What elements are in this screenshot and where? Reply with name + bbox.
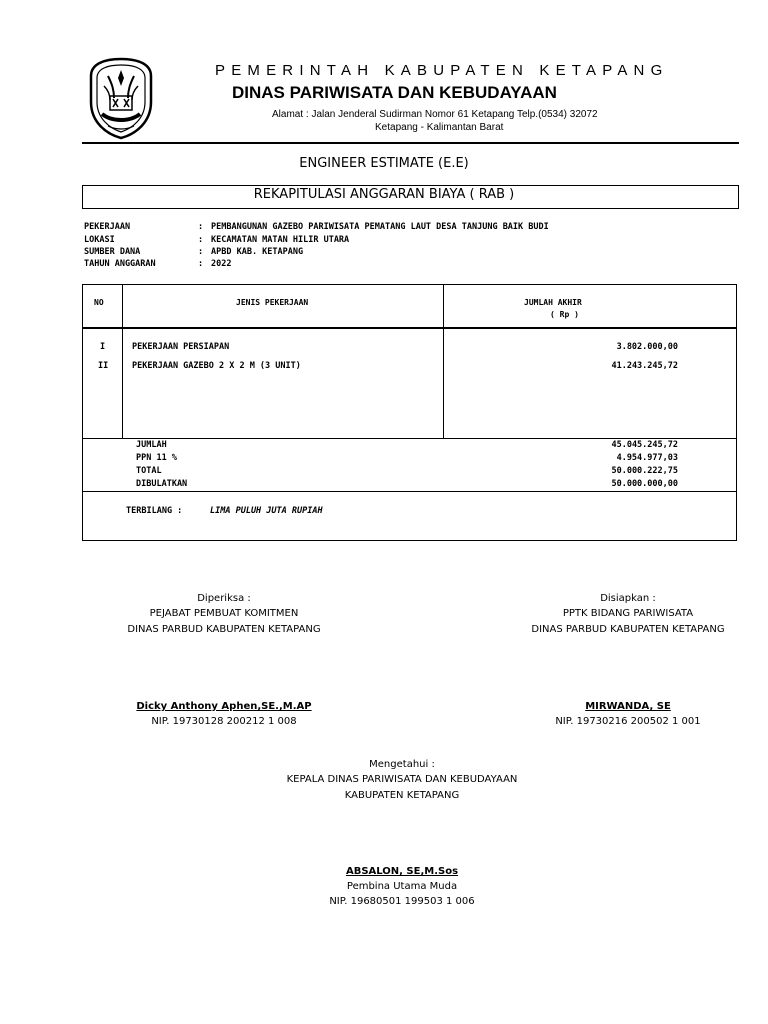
- left-signer-office: DINAS PARBUD KABUPATEN KETAPANG: [127, 624, 321, 635]
- header-divider: [82, 142, 739, 144]
- table-body-divider: [82, 438, 737, 439]
- info-colon: :: [198, 247, 204, 257]
- right-signer-nip: NIP. 19730216 200502 1 001: [555, 716, 701, 727]
- center-signer-name: ABSALON, SE,M.Sos: [345, 866, 459, 877]
- info-colon: :: [198, 235, 204, 245]
- row-number: I: [100, 342, 106, 352]
- column-header-jenis: JENIS PEKERJAAN: [236, 298, 309, 307]
- info-colon: :: [198, 259, 204, 269]
- government-title: PEMERINTAH KABUPATEN KETAPANG: [215, 62, 669, 79]
- address-line-1: Alamat : Jalan Jenderal Sudirman Nomor 61 Ketapang Telp.(0534) 32072: [272, 109, 598, 120]
- document-subtitle: REKAPITULASI ANGGARAN BIAYA ( RAB ): [253, 187, 515, 202]
- row-amount: 41.243.245,72: [611, 361, 678, 371]
- row-amount: 3.802.000,00: [616, 342, 678, 352]
- table-header-divider: [82, 327, 737, 329]
- terbilang-value: LIMA PULUH JUTA RUPIAH: [210, 506, 323, 516]
- left-signer-title: PEJABAT PEMBUAT KOMITMEN: [149, 608, 299, 619]
- rab-table: [82, 284, 737, 541]
- summary-label: TOTAL: [136, 466, 162, 476]
- department-title: DINAS PARIWISATA DAN KEBUDAYAAN: [232, 83, 557, 102]
- summary-value: 50.000.000,00: [611, 479, 678, 489]
- left-signer-nip: NIP. 19730128 200212 1 008: [151, 716, 297, 727]
- info-value: 2022: [211, 259, 232, 269]
- column-header-unit: ( Rp ): [550, 310, 579, 319]
- ketapang-regency-emblem-icon: [88, 56, 154, 140]
- left-signer-role: Diperiksa :: [197, 593, 251, 604]
- row-number: II: [98, 361, 109, 371]
- summary-label: PPN 11 %: [136, 453, 177, 463]
- center-signer-role: Mengetahui :: [369, 759, 435, 770]
- summary-value: 45.045.245,72: [611, 440, 678, 450]
- column-header-no: NO: [94, 298, 104, 307]
- left-signer-name: Dicky Anthony Aphen,SE.,M.AP: [136, 701, 312, 712]
- right-signer-title: PPTK BIDANG PARIWISATA: [562, 608, 694, 619]
- center-signer-rank: Pembina Utama Muda: [346, 881, 458, 892]
- summary-label: JUMLAH: [136, 440, 167, 450]
- terbilang-label: TERBILANG :: [126, 506, 183, 516]
- info-label: LOKASI: [84, 235, 115, 245]
- summary-value: 4.954.977,03: [616, 453, 678, 463]
- info-colon: :: [198, 222, 204, 232]
- document-title: ENGINEER ESTIMATE (E.E): [299, 156, 469, 171]
- address-line-2: Ketapang - Kalimantan Barat: [375, 122, 504, 133]
- summary-value: 50.000.222,75: [611, 466, 678, 476]
- info-label: PEKERJAAN: [84, 222, 131, 232]
- table-column-divider: [443, 284, 444, 438]
- row-description: PEKERJAAN GAZEBO 2 X 2 M (3 UNIT): [132, 361, 301, 371]
- info-value: APBD KAB. KETAPANG: [211, 247, 304, 257]
- column-header-jumlah: JUMLAH AKHIR: [524, 298, 582, 307]
- info-value: KECAMATAN MATAN HILIR UTARA: [211, 235, 350, 245]
- row-description: PEKERJAAN PERSIAPAN: [132, 342, 230, 352]
- right-signer-office: DINAS PARBUD KABUPATEN KETAPANG: [531, 624, 725, 635]
- info-label: TAHUN ANGGARAN: [84, 259, 156, 269]
- center-signer-nip: NIP. 19680501 199503 1 006: [329, 896, 475, 907]
- center-signer-title: KEPALA DINAS PARIWISATA DAN KEBUDAYAAN: [286, 774, 518, 785]
- table-column-divider: [122, 284, 123, 438]
- table-summary-divider: [82, 491, 737, 492]
- info-value: PEMBANGUNAN GAZEBO PARIWISATA PEMATANG LAUT DESA TANJUNG BAIK BUDI: [211, 222, 549, 232]
- right-signer-role: Disiapkan :: [600, 593, 656, 604]
- right-signer-name: MIRWANDA, SE: [585, 701, 671, 712]
- summary-label: DIBULATKAN: [136, 479, 188, 489]
- info-label: SUMBER DANA: [84, 247, 141, 257]
- center-signer-office: KABUPATEN KETAPANG: [344, 790, 460, 801]
